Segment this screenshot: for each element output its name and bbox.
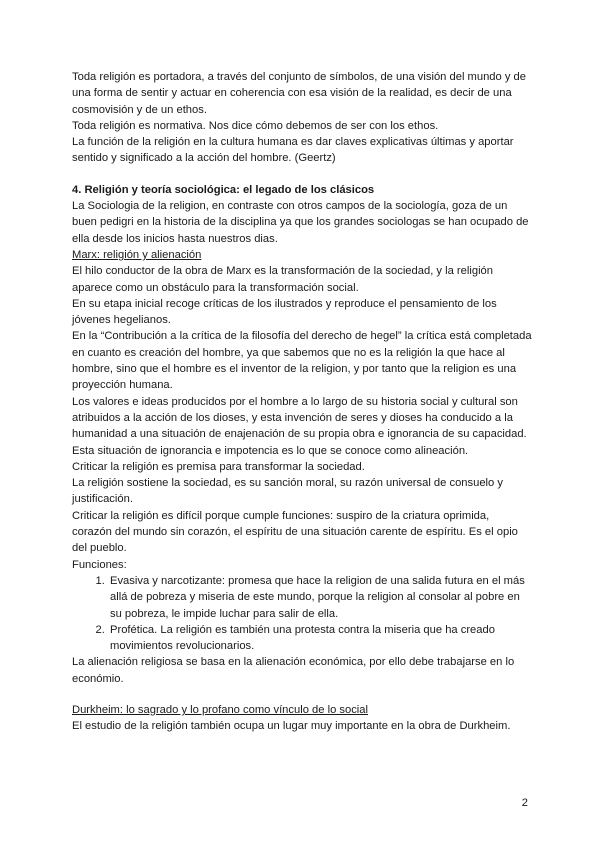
marx-paragraph: Los valores e ideas producidos por el hombre a lo largo de su historia social y cultural son atribuidos a la acción de los dioses, y esta invención de seres y dioses ha conducido a la humanidad a una situación de enajenación de su propia obra e ignorancia de su capacidad. Esta situación de ignorancia e impotencia es lo que se conoce como alineación.: [72, 395, 527, 457]
intro-paragraph: Toda religión es portadora, a través del conjunto de símbolos, de una visión del mundo y de una forma de sentir y actuar en coherencia con esa visión de la realidad, es decir de una cosmovisión y de un ethos.: [72, 71, 526, 116]
marx-paragraph: Criticar la religión es difícil porque cumple funciones: suspiro de la criatura oprimida, corazón del mundo sin corazón, el espíritu de una situación carente de espíritu. Es el opio del pueblo.: [72, 509, 518, 555]
function-item: 1. Evasiva y narcotizante: promesa que hace la religion de una salida futura en el más allá de pobreza y miseria de este mundo, porque la religion al consolar al pobre en su pobreza, le impide luchar para salir de ella.: [108, 573, 532, 622]
marx-paragraph: Criticar la religión es premisa para transformar la sociedad.: [72, 460, 365, 473]
intro-paragraph: La función de la religión en la cultura humana es dar claves explicativas últimas y aportar sentido y significado a la acción del hombre. (Geertz): [72, 136, 514, 165]
spacer: [72, 687, 532, 702]
section-intro: La Sociologia de la religion, en contraste con otros campos de la sociología, goza de un buen pedigri en la historia de la disciplina ya que los grandes sociologas se han ocupado de ella desde los inicios hasta nuestros dias.: [72, 200, 529, 245]
marx-paragraph: En su etapa inicial recoge críticas de los ilustrados y reproduce el pensamiento de los jóvenes hegelianos.: [72, 297, 497, 327]
marx-subheading: Marx: religión y alienación: [72, 248, 202, 261]
section-heading: 4. Religión y teoría sociológica: el legado de los clásicos: [72, 183, 375, 196]
page-number: 2: [521, 797, 528, 809]
page-content: [72, 69, 532, 735]
spacer: [72, 167, 532, 182]
intro-paragraph: Toda religión es normativa. Nos dice cómo debemos de ser con los ethos.: [72, 119, 439, 132]
marx-paragraph: La religión sostiene la sociedad, es su sanción moral, su razón universal de consuelo y justificación.: [72, 477, 503, 506]
function-item: 2. Profética. La religión es también una protesta contra la miseria que ha creado movimientos revolucionarios.: [108, 622, 532, 655]
functions-list: [72, 573, 532, 654]
durkheim-subheading: Durkheim: lo sagrado y lo profano como vínculo de lo social: [72, 703, 368, 716]
marx-paragraph: El hilo conductor de la obra de Marx es la transformación de la sociedad, y la religión aparece como un obstáculo para la transformación social.: [72, 265, 494, 294]
marx-conclusion: La alienación religiosa se basa en la alienación económica, por ello debe trabajarse en lo económio.: [72, 656, 515, 685]
functions-label: Funciones:: [72, 558, 127, 571]
marx-paragraph: En la “Contribución a la crítica de la filosofía del derecho de hegel” la crítica está completada en cuanto es creación del hombre, ya que sabemos que no es la religión la que hace al hombre, sino que el hombre es el inventor de la religion, y por tanto que la religion es una proyección humana.: [72, 330, 532, 392]
durkheim-paragraph: El estudio de la religión también ocupa un lugar muy importante en la obra de Durkheim.: [72, 720, 511, 733]
